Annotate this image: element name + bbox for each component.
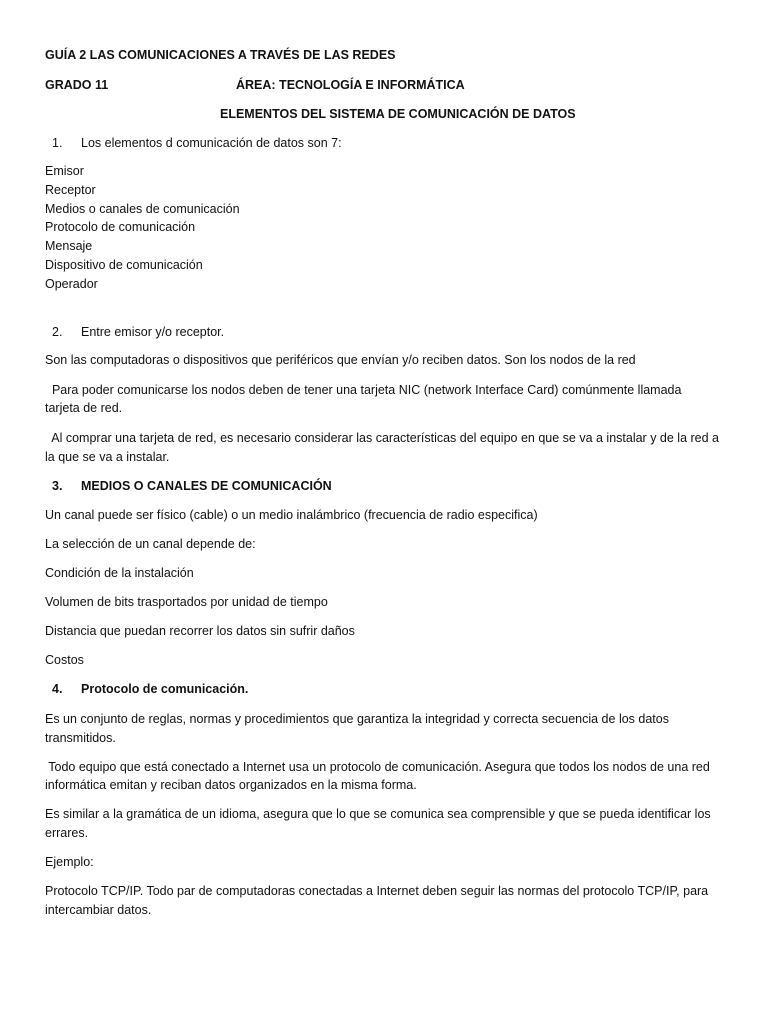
item3-heading: MEDIOS O CANALES DE COMUNICACIÓN — [81, 479, 332, 493]
item4-paragraph-1-line-1: Es un conjunto de reglas, normas y procedimientos que garantiza la integridad y correcta secuencia de los datos — [45, 712, 669, 726]
item2-number: 2. — [52, 325, 63, 339]
item4-paragraph-2-line-2: informática emitan y reciban datos organizados en la misma forma. — [45, 778, 417, 792]
item4-number: 4. — [52, 682, 63, 696]
list-item: Operador — [45, 277, 98, 291]
item1-number: 1. — [52, 136, 63, 150]
item2-heading: Entre emisor y/o receptor. — [81, 325, 225, 339]
item4-paragraph-5-line-2: intercambiar datos. — [45, 903, 152, 917]
item3-paragraph-1: Un canal puede ser físico (cable) o un medio inalámbrico (frecuencia de radio especifica) — [45, 508, 538, 522]
item3-paragraph-2: La selección de un canal depende de: — [45, 537, 256, 551]
item1-heading-row — [52, 134, 732, 152]
list-item: Emisor — [45, 164, 84, 178]
item3-paragraph-6: Costos — [45, 653, 84, 667]
item2-paragraph-1: Son las computadoras o dispositivos que periféricos que envían y/o reciben datos. Son los nodos de la red — [45, 353, 636, 367]
item3-number: 3. — [52, 479, 63, 493]
item2-heading-row — [52, 323, 732, 341]
list-item: Protocolo de comunicación — [45, 220, 196, 234]
item3-paragraph-3: Condición de la instalación — [45, 566, 194, 580]
grade-label: GRADO 11 — [45, 78, 109, 92]
item4-heading: Protocolo de comunicación. — [81, 682, 249, 696]
item4-paragraph-3-line-1: Es similar a la gramática de un idioma, asegura que lo que se comunica sea comprensible y que se pueda identificar los — [45, 807, 711, 821]
item3-heading-row — [52, 477, 732, 495]
item2-paragraph-2-line-1: Para poder comunicarse los nodos deben de tener una tarjeta NIC (network Interface Card) comúnmente llamada — [45, 383, 682, 397]
item1-heading: Los elementos d comunicación de datos son 7: — [81, 136, 342, 150]
section-title: ELEMENTOS DEL SISTEMA DE COMUNICACIÓN DE DATOS — [220, 107, 576, 121]
item4-paragraph-1-line-2: transmitidos. — [45, 731, 116, 745]
item3-paragraph-5: Distancia que puedan recorrer los datos sin sufrir daños — [45, 624, 355, 638]
item4-paragraph-5-line-1: Protocolo TCP/IP. Todo par de computadoras conectadas a Internet deben seguir las normas del protocolo TCP/IP, para — [45, 884, 709, 898]
item2-paragraph-3-line-2: la que se va a instalar. — [45, 450, 170, 464]
item4-heading-row — [52, 680, 732, 698]
item4-paragraph-2-line-1: Todo equipo que está conectado a Internet usa un protocolo de comunicación. Asegura que todos los nodos de una red — [45, 760, 710, 774]
list-item: Medios o canales de comunicación — [45, 202, 240, 216]
guide-title: GUÍA 2 LAS COMUNICACIONES A TRAVÉS DE LAS REDES — [45, 48, 396, 62]
item4-paragraph-4: Ejemplo: — [45, 855, 94, 869]
item2-paragraph-2-line-2: tarjeta de red. — [45, 401, 123, 415]
area-label: ÁREA: TECNOLOGÍA E INFORMÁTICA — [236, 78, 465, 92]
item4-paragraph-3-line-2: errares. — [45, 826, 89, 840]
item3-paragraph-4: Volumen de bits trasportados por unidad de tiempo — [45, 595, 328, 609]
list-item: Receptor — [45, 183, 96, 197]
list-item: Mensaje — [45, 239, 93, 253]
item2-paragraph-3-line-1: Al comprar una tarjeta de red, es necesario considerar las características del equipo en que se va a instalar y de la red a — [45, 431, 719, 445]
list-item: Dispositivo de comunicación — [45, 258, 203, 272]
